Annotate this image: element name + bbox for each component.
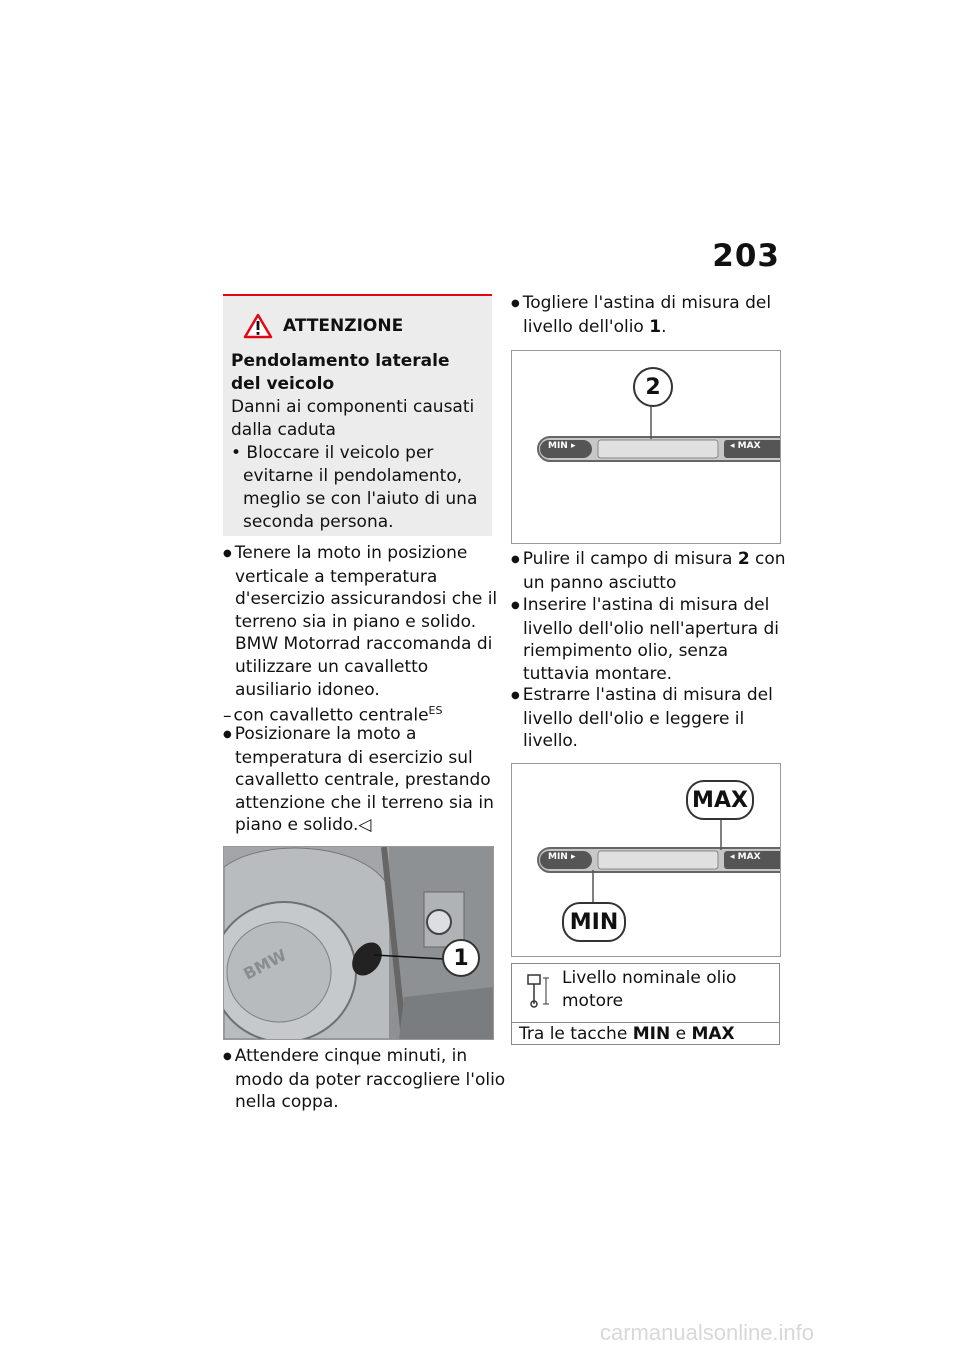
- step-centre-stand-text: Posizionare la moto a temperatura di esercizio sul cavalletto centrale, prestando attenzione che il terreno sia in piano e solido.: [234, 724, 494, 836]
- step-clean-end: con un panno asciutto: [523, 549, 786, 593]
- spec-min: MIN: [632, 1024, 671, 1044]
- step-wait-text: Attendere cinque minuti, in modo da poter raccogliere l'olio nella coppa.: [234, 1046, 506, 1113]
- callout-min: MIN: [562, 902, 626, 942]
- page-number: 203: [712, 238, 780, 274]
- step-clean-text: Pulire il campo di misura: [522, 549, 738, 569]
- oil-level-icon: [524, 972, 554, 1008]
- warning-heading-text: ATTENZIONE: [283, 316, 404, 336]
- spec-conj: e: [670, 1024, 692, 1044]
- spec-label: Livello nominale olio motore: [562, 968, 737, 1011]
- watermark: carmanualsonline.info: [600, 1320, 815, 1345]
- max-label-2: ◂ MAX: [730, 852, 761, 862]
- step-remove-end: .: [661, 316, 667, 337]
- step-read-text: Estrarre l'astina di misura del livello dell'olio e leggere il livello.: [522, 685, 773, 752]
- step-remove-dipstick: [511, 292, 791, 338]
- end-mark: ◁: [358, 815, 372, 836]
- warning-box: [223, 294, 492, 536]
- warning-bullet: • Bloccare il veicolo per evitarne il pendolamento, meglio se con l'aiuto di una seconda persona.: [231, 443, 478, 532]
- warning-heading: [243, 313, 403, 339]
- callout-1: 1: [442, 939, 480, 977]
- step-centre-stand: [223, 723, 507, 837]
- callout-max: MAX: [686, 780, 754, 820]
- spec-value: [512, 1022, 779, 1045]
- spec-value-prefix: Tra le tacche: [519, 1024, 633, 1044]
- condition-text: con cavalletto centrale: [233, 705, 429, 726]
- step-read: [511, 684, 791, 753]
- engine-figure: [223, 846, 494, 1040]
- min-label-1: MIN ▸: [548, 441, 576, 451]
- min-label-2: MIN ▸: [548, 852, 576, 862]
- spec-max: MAX: [691, 1024, 735, 1044]
- warning-title: Pendolamento laterale del veicolo: [231, 351, 450, 394]
- step-clean: [511, 548, 791, 594]
- engine-logo: BMW: [240, 945, 290, 984]
- step-remove-text: Togliere l'astina di misura del livello dell'olio: [522, 293, 772, 337]
- max-label-1: ◂ MAX: [730, 441, 761, 451]
- step-wait: [223, 1045, 507, 1114]
- step-insert-text: Inserire l'astina di misura del livello dell'olio nell'apertura di riempimento olio, senza tuttavia montare.: [522, 595, 780, 684]
- spec-table: [511, 963, 780, 1045]
- step-upright: [223, 542, 507, 701]
- warning-triangle-icon: [243, 313, 273, 339]
- condition-sup: ES: [428, 704, 443, 717]
- step-clean-ref: 2: [737, 549, 750, 569]
- callout-2: 2: [633, 367, 673, 407]
- warning-text: Danni ai componenti causati dalla caduta: [231, 397, 475, 440]
- step-remove-ref: 1: [649, 316, 662, 337]
- step-upright-text: Tenere la moto in posizione verticale a temperatura d'esercizio assicurandosi che il terreno sia in piano e solido. BMW Motorrad raccomanda di utilizzare un cavalletto ausiliario idoneo.: [234, 543, 498, 700]
- dipstick-figure-1: [511, 350, 781, 544]
- step-insert: [511, 594, 791, 685]
- dipstick-figure-2: [511, 763, 781, 957]
